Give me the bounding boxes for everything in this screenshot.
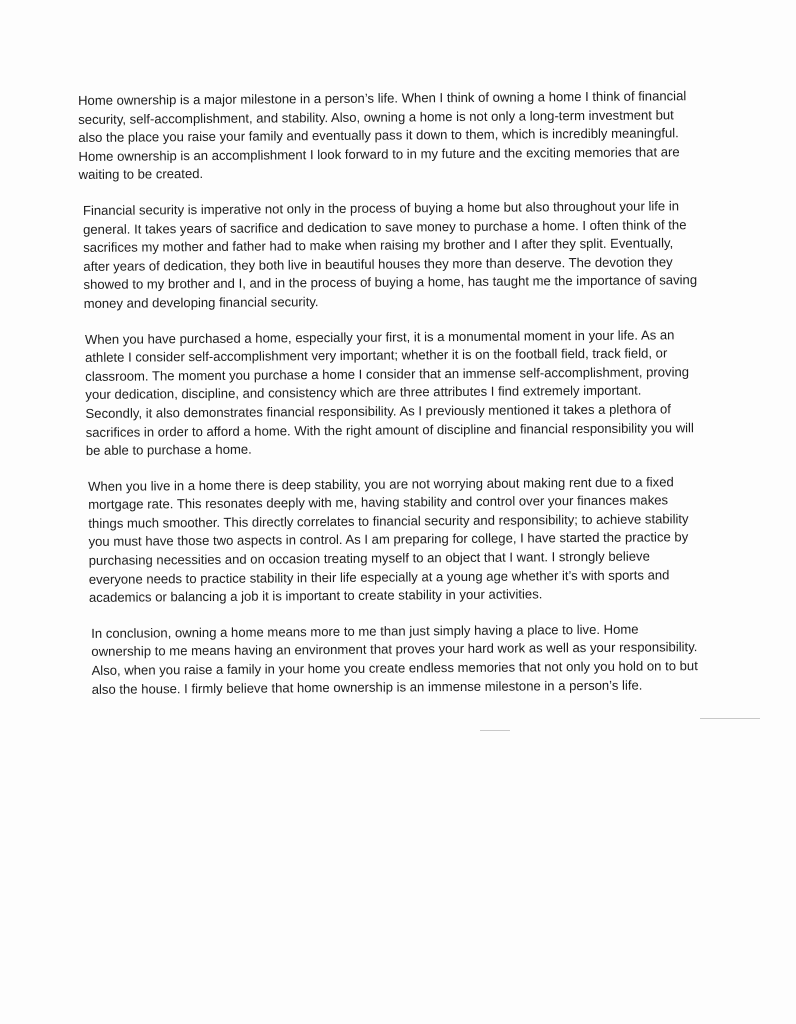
scan-speck xyxy=(480,730,510,731)
scan-speck xyxy=(700,718,760,719)
essay-body xyxy=(78,87,701,716)
paragraph-stability: When you live in a home there is deep stability, you are not worrying about making rent due to a fixed mortgage rate. This resonates deeply with me, having stability and control over your finances makes things much smoother. This directly correlates to financial security and responsibility; to achieve stability you must have those two aspects in control. As I am preparing for college, I have started the practice by purchasing necessities and on occasion treating myself to an object that I want. I strongly believe everyone needs to practice stability in their life especially at a young age whether it’s with sports and academics or balancing a job it is important to create stability in your activities. xyxy=(88,474,689,606)
paragraph-introduction: Home ownership is a major milestone in a person’s life. When I think of owning a home I think of financial security, self-accomplishment, and stability. Also, owning a home is not only a long-term investment but also the place you raise your family and eventually pass it down to them, which is incredibly meaningful. Home ownership is an accomplishment I look forward to in my future and the exciting memories that are waiting to be created. xyxy=(78,88,687,183)
paragraph-self-accomplishment: When you have purchased a home, especially your first, it is a monumental moment in your life. As an athlete I consider self-accomplishment very important; whether it is on the football field, track field, or classroom. The moment you purchase a home I consider that an immense self-accomplishment, proving your dedication, discipline, and consistency which are three attributes I find extremely important. Secondly, it also demonstrates financial responsibility. As I previously mentioned it takes a plethora of sacrifices in order to afford a home. With the right amount of discipline and financial responsibility you will be able to purchase a home. xyxy=(84,326,694,459)
paragraph-financial-security: Financial security is imperative not only in the process of buying a home but also throughout your life in general. It takes years of sacrifice and dedication to save money to purchase a home. I often think of the sacrifices my mother and father had to make when raising my brother and I after they split. Eventually, after years of dedication, they both live in beautiful houses they more than deserve. The devotion they showed to my brother and I, and in the process of buying a home, has taught me the importance of saving money and developing financial security. xyxy=(82,198,698,311)
paragraph-conclusion: In conclusion, owning a home means more to me than just simply having a place to live. Home ownership to me means having an environment that proves your hard work as well as your responsibility. Also, when you raise a family in your home you create endless memories that not only you hold on to but also the house. I firmly believe that home ownership is an immense milestone in a person’s life. xyxy=(91,621,698,697)
